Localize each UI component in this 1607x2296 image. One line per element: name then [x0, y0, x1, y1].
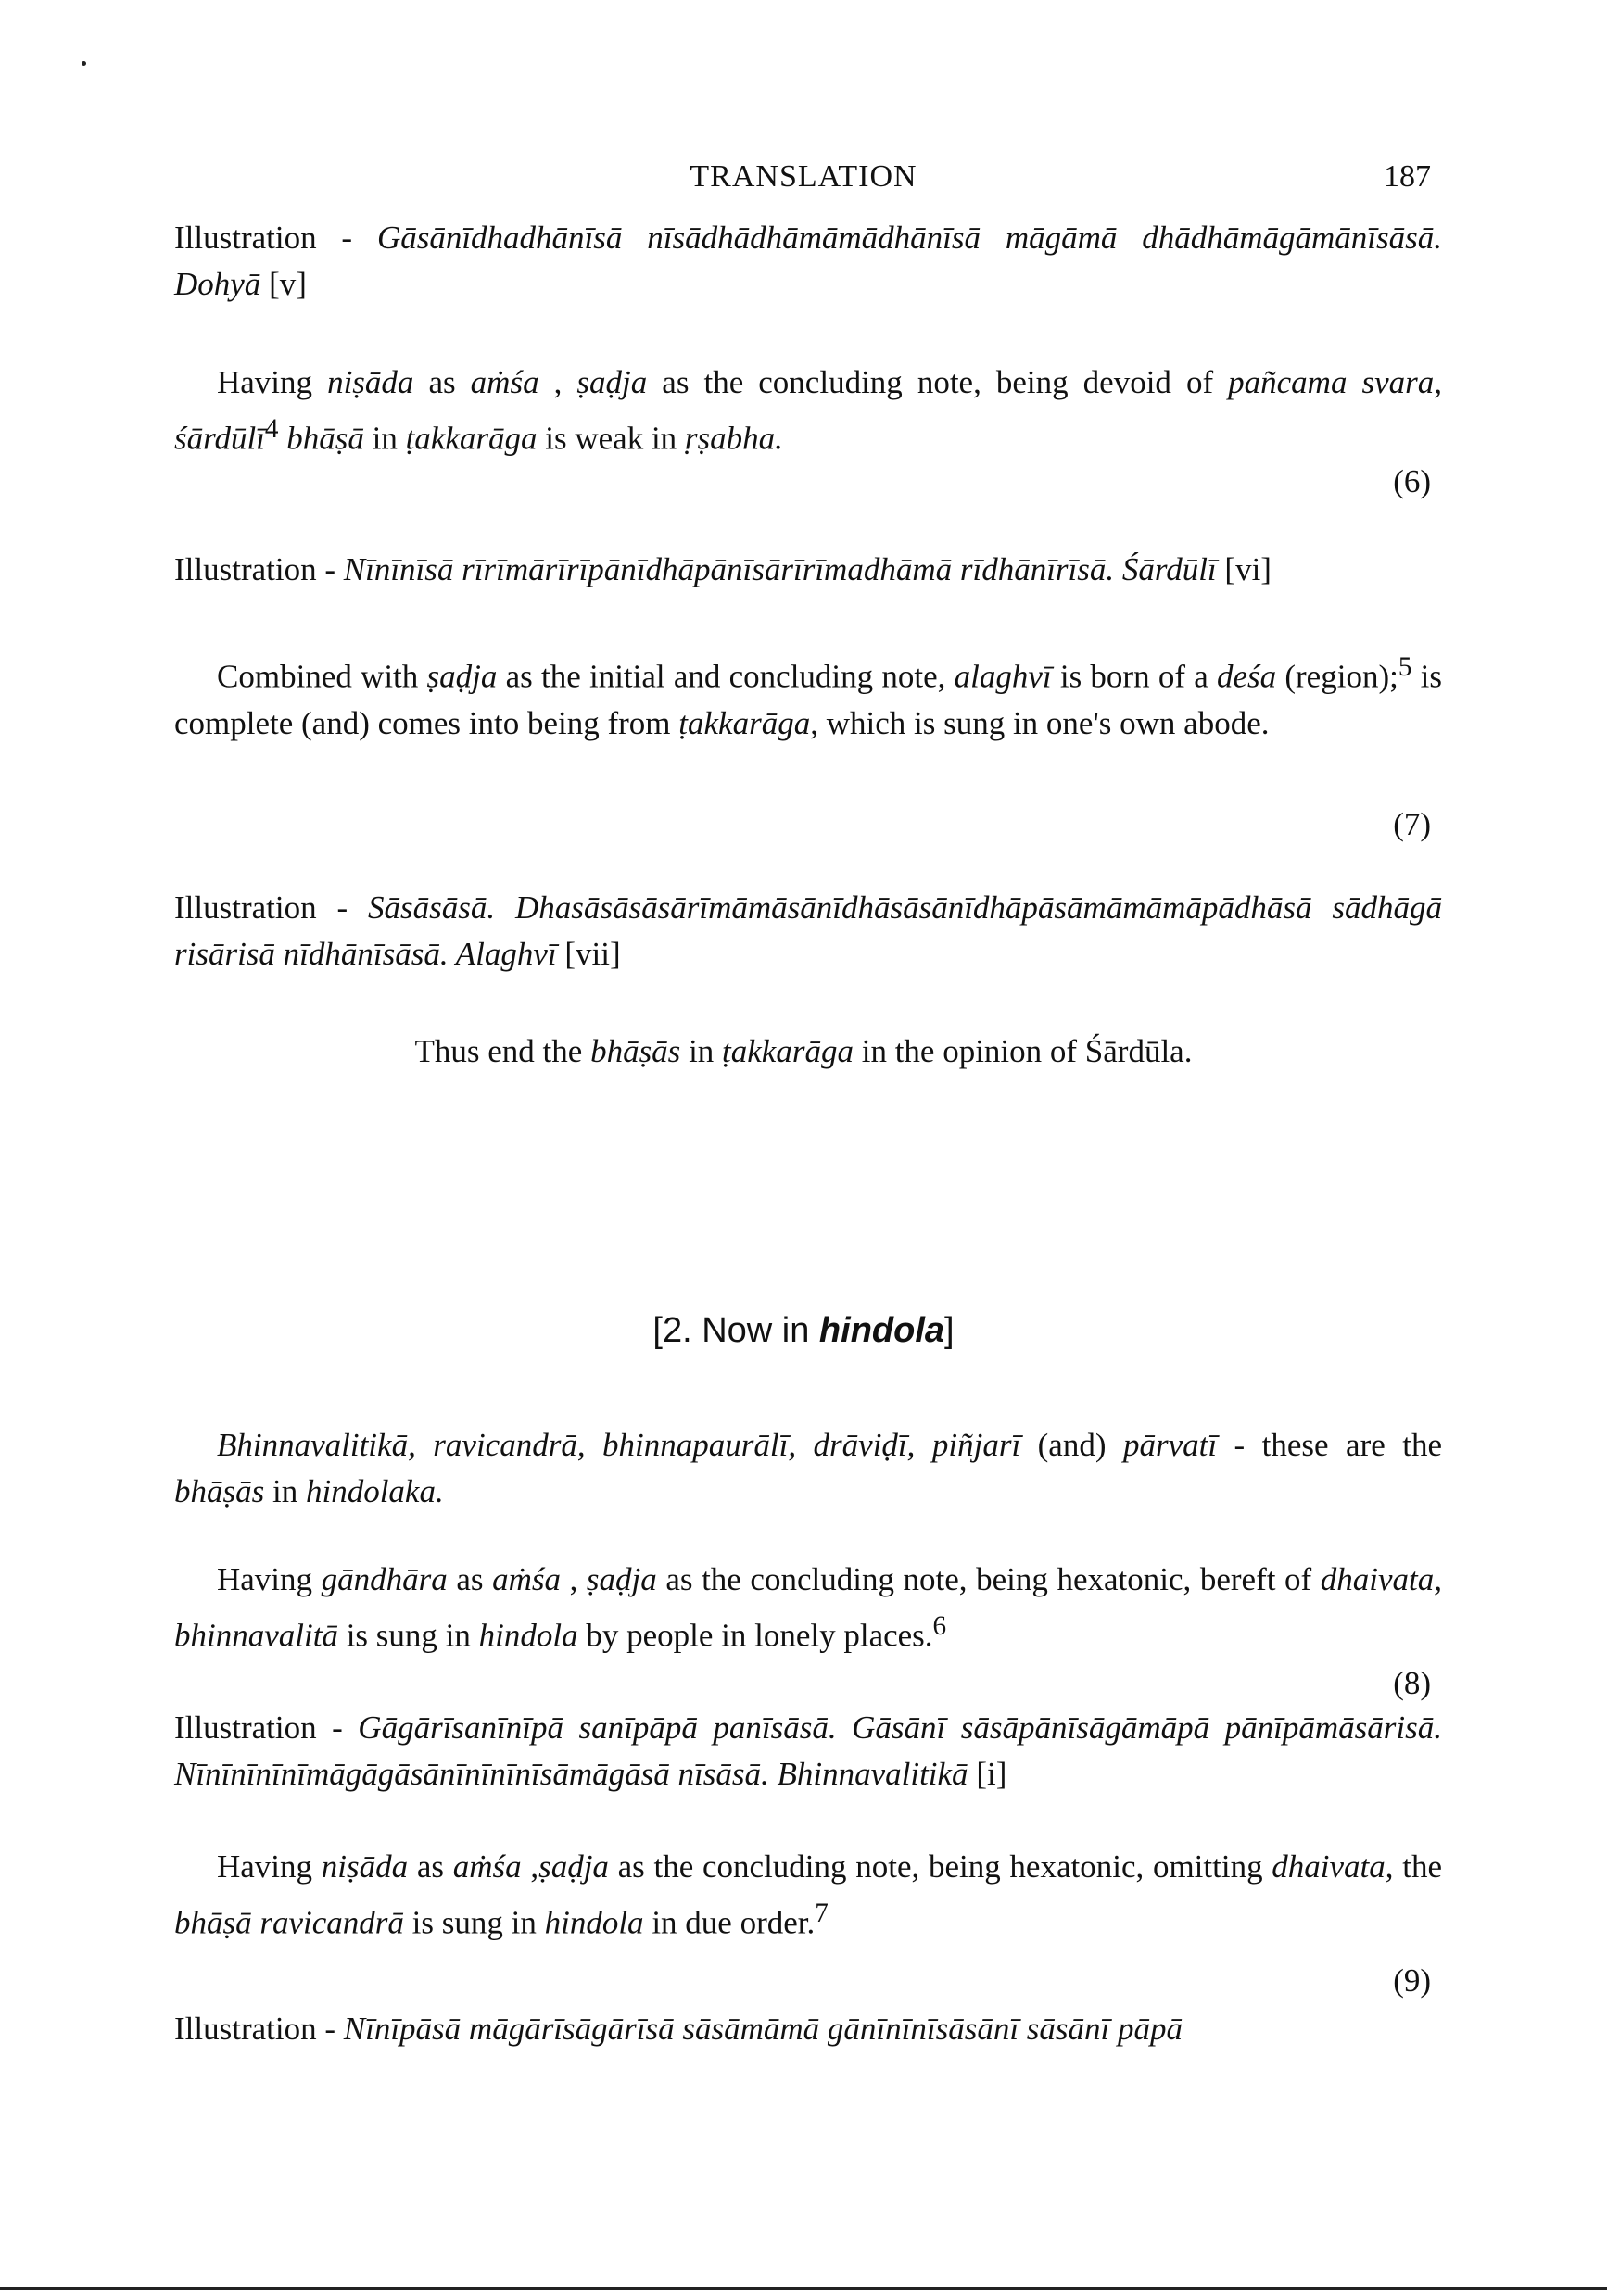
illustration-label: Illustration -	[174, 1709, 359, 1746]
paragraph-6	[174, 360, 1442, 462]
running-head-title: TRANSLATION	[690, 159, 917, 194]
verse-number-6: (6)	[1393, 463, 1431, 499]
illustration-notation: Gāgārīsanīnīpā sanīpāpā panīsāsā. Gāsānī sāsāpānīsāgāmāpā pānīpāmāsārisā. Nīnīnīnīnīmāgāgāsānīnīnīnīsāmāgāsā nīsāsā. Bhinnavalitikā	[174, 1709, 1442, 1792]
text-run: Having	[217, 364, 328, 400]
illustration-label: Illustration -	[174, 551, 344, 587]
footnote-ref: 6	[932, 1611, 947, 1641]
text-run: as	[408, 1848, 453, 1885]
text-run: ,	[538, 364, 577, 400]
text-run: Thus end the	[414, 1033, 591, 1069]
illustration-notation: Nīnīnīsā rīrīmārīrīpānīdhāpānīsārīrīmadhāmā rīdhānīrīsā. Śārdūlī	[343, 551, 1217, 587]
italic-term: Bhinnavalitikā, ravicandrā, bhinnapaurālī, drāviḍī, piñjarī	[217, 1427, 1021, 1463]
section-heading-raga: hindola	[818, 1311, 945, 1350]
paragraph-8	[174, 1557, 1442, 1659]
italic-term: bhāṣā ravicandrā	[174, 1904, 404, 1941]
italic-term: deśa	[1216, 658, 1277, 695]
illustration-tag: [vi]	[1216, 551, 1272, 587]
text-run: in due order.	[643, 1904, 816, 1941]
italic-term: gāndhāra	[321, 1561, 448, 1597]
italic-term: ṣaḍja	[426, 658, 498, 695]
footnote-ref: 4	[264, 414, 279, 444]
italic-term: ṛṣabha.	[684, 420, 783, 457]
verse-number-7: (7)	[1393, 806, 1431, 842]
text-run: Having	[217, 1848, 322, 1885]
text-run: in	[680, 1033, 723, 1069]
page-number: 187	[1384, 159, 1431, 194]
text-run: (and)	[1020, 1427, 1123, 1463]
illustration-notation: Sāsāsāsā. Dhasāsāsāsārīmāmāsānīdhāsāsānīdhāpāsāmāmāmāpādhāsā sādhāgā risārisā nīdhānīsāsā. Alaghvī	[174, 889, 1442, 972]
text-run: (region);	[1276, 658, 1398, 695]
illustration-9	[174, 2006, 1442, 2052]
scan-speck	[82, 61, 86, 66]
italic-term: hindola	[544, 1904, 644, 1941]
illustration-label: Illustration -	[174, 220, 377, 256]
italic-term: aṁśa	[452, 1848, 522, 1885]
italic-term: pañcama svara, śārdūlī	[174, 364, 1443, 457]
section-heading-prefix: [2. Now in	[652, 1311, 819, 1350]
text-run: ,	[521, 1848, 539, 1885]
illustration-label: Illustration -	[174, 2011, 344, 2047]
italic-term: ṭakkarāga	[405, 420, 538, 457]
italic-term: bhāṣās	[174, 1473, 265, 1509]
text-run: is sung in	[337, 1617, 479, 1654]
illustration-tag: [v]	[260, 266, 307, 302]
section-heading-suffix: ]	[944, 1311, 955, 1350]
illustration-7	[174, 885, 1442, 978]
text-run: is weak in	[537, 420, 685, 457]
italic-term: niṣāda	[327, 364, 414, 400]
text-run: as the initial and concluding note,	[497, 658, 955, 695]
verse-number-9: (9)	[1393, 1962, 1431, 1999]
text-run: as the concluding note, being hexatonic, omitting	[608, 1848, 1272, 1885]
text-run: Having	[217, 1561, 322, 1597]
italic-term: pārvatī	[1122, 1427, 1218, 1463]
italic-term: ṭakkarāga	[722, 1033, 854, 1069]
closing-line	[0, 1028, 1607, 1075]
text-run: is born of a	[1051, 658, 1217, 695]
italic-term: dhaivata	[1272, 1848, 1386, 1885]
text-run: as the concluding note, being devoid of	[647, 364, 1229, 400]
bhasa-list	[174, 1422, 1442, 1515]
running-head	[0, 159, 1607, 200]
illustration-tag: [vii]	[556, 936, 621, 972]
footnote-ref: 5	[1398, 652, 1412, 682]
section-heading	[0, 1311, 1607, 1351]
text-run: is sung in	[403, 1904, 545, 1941]
italic-term: dhaivata, bhinnavalitā	[174, 1561, 1443, 1654]
illustration-notation: Gāsānīdhadhānīsā nīsādhādhāmāmādhānīsā māgāmā dhādhāmāgāmānīsāsā. Dohyā	[174, 220, 1442, 302]
footnote-ref: 7	[815, 1899, 829, 1928]
italic-term: hindola	[478, 1617, 578, 1654]
verse-number-8: (8)	[1393, 1665, 1431, 1701]
text-run: in	[264, 1473, 306, 1509]
bottom-scan-line	[0, 2287, 1607, 2290]
text-run: , which is sung in one's own abode.	[810, 704, 1270, 741]
italic-term: ṣaḍja	[586, 1561, 657, 1597]
italic-term: hindolaka.	[305, 1473, 444, 1509]
illustration-6	[174, 547, 1442, 593]
italic-term: niṣāda	[321, 1848, 409, 1885]
text-run: , the	[1385, 1848, 1442, 1885]
text-run: - these are the	[1217, 1427, 1442, 1463]
text-run: as	[447, 1561, 493, 1597]
illustration-8	[174, 1705, 1442, 1798]
text-run: as the concluding note, being hexatonic, bereft of	[656, 1561, 1321, 1597]
illustration-notation: Nīnīpāsā māgārīsāgārīsā sāsāmāmā gānīnīnīsāsānī sāsānī pāpā	[343, 2011, 1183, 2047]
text-run: is complete (and) comes into being from	[174, 658, 1442, 741]
illustration-tag: [i]	[968, 1756, 1007, 1792]
paragraph-9	[174, 1844, 1442, 1947]
illustration-5	[174, 215, 1442, 308]
italic-term: ṣaḍja	[576, 364, 648, 400]
text-run: by people in lonely places.	[577, 1617, 933, 1654]
italic-term: bhāṣās	[590, 1033, 681, 1069]
italic-term: aṁśa	[492, 1561, 561, 1597]
illustration-label: Illustration -	[174, 889, 368, 926]
paragraph-7	[174, 644, 1442, 747]
italic-term: alaghvī	[954, 658, 1052, 695]
italic-term: ṭakkarāga	[678, 704, 811, 741]
text-run: as	[413, 364, 471, 400]
italic-term: bhāṣā	[278, 420, 364, 457]
text-run: ,	[560, 1561, 587, 1597]
italic-term: ṣaḍja	[538, 1848, 609, 1885]
italic-term: aṁśa	[470, 364, 539, 400]
text-run: in the opinion of Śārdūla.	[853, 1033, 1193, 1069]
text-run: Combined with	[217, 658, 427, 695]
text-run: in	[363, 420, 406, 457]
